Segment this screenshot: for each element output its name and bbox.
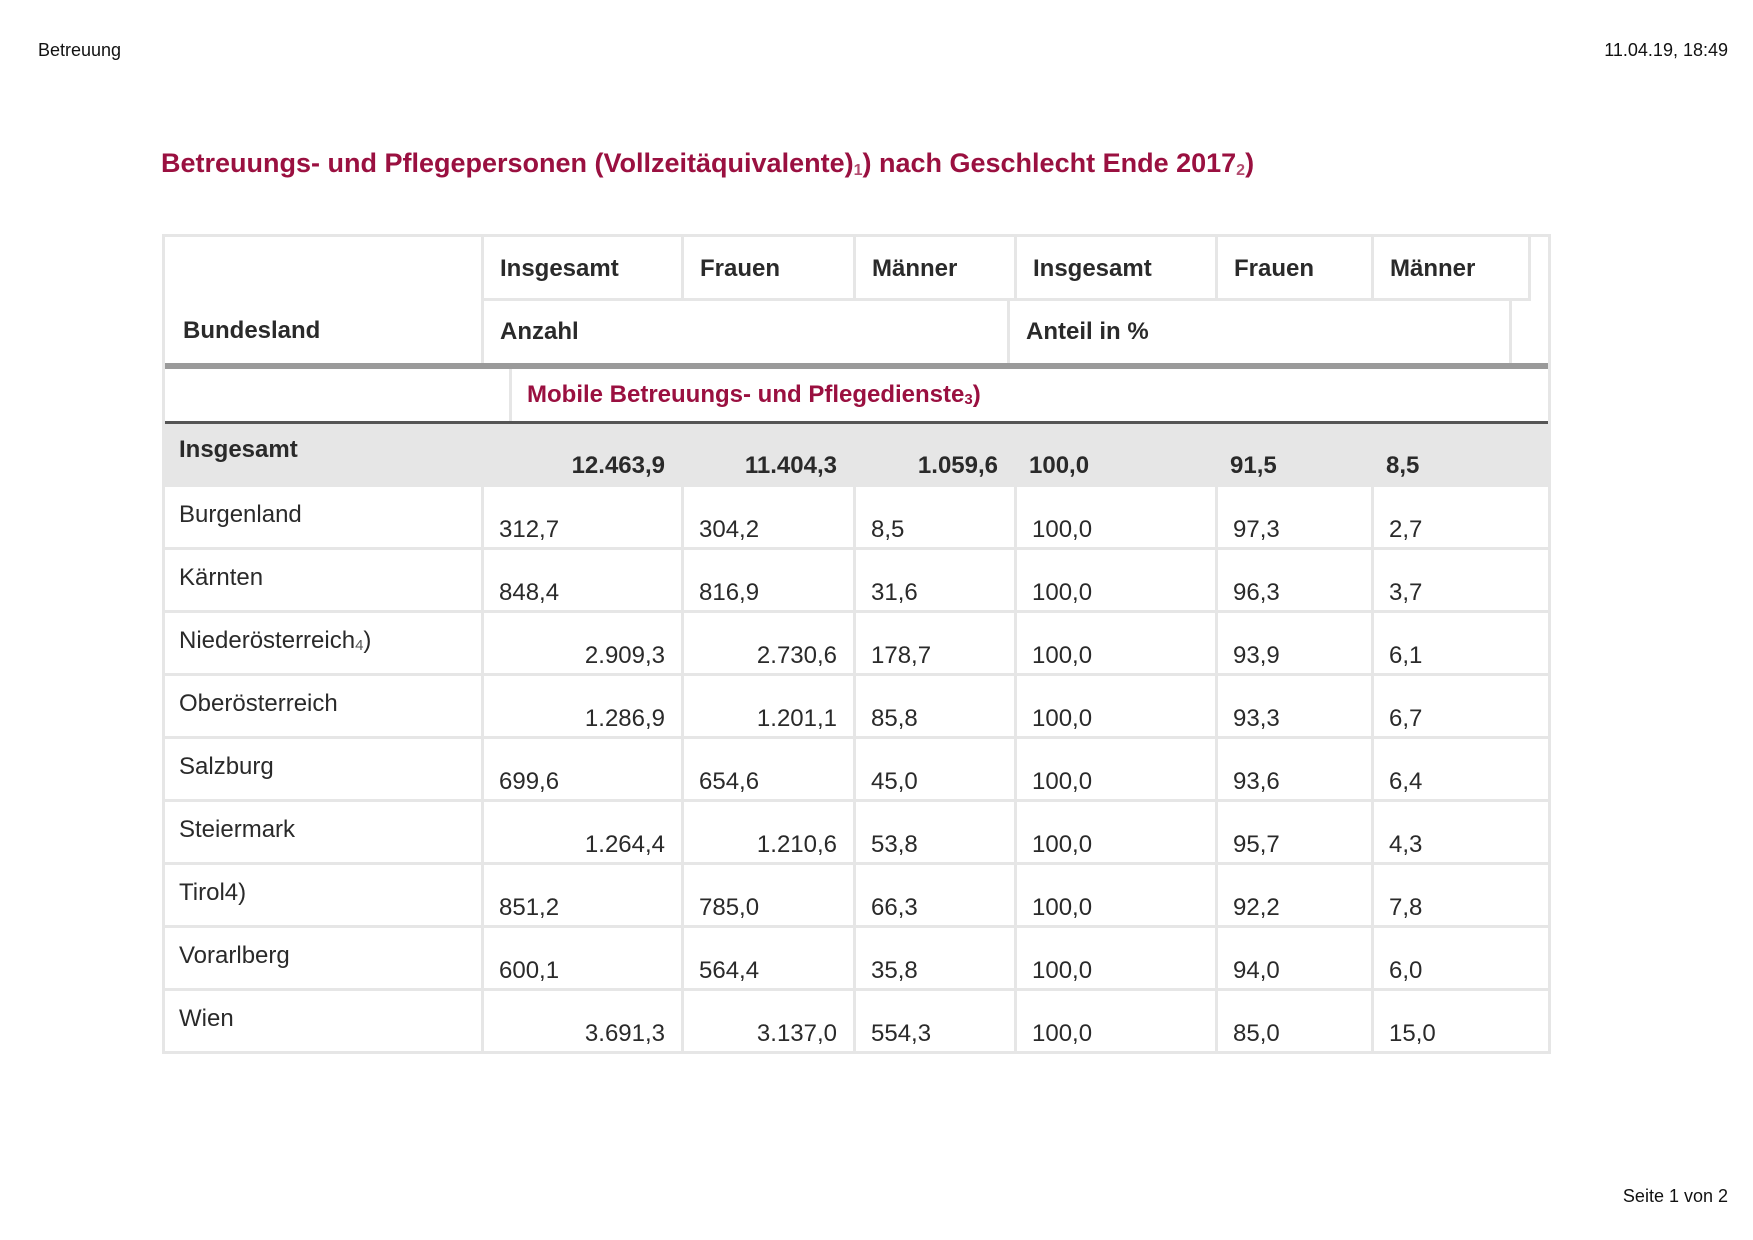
cell-maenner-anteil: 6,4 (1371, 739, 1531, 799)
row-footnote[interactable]: 4 (355, 637, 364, 654)
cell-maenner-anzahl: 85,8 (853, 676, 1014, 736)
cell-maenner-anzahl: 45,0 (853, 739, 1014, 799)
row-name (165, 613, 485, 673)
cell-insgesamt-anteil: 100,0 (1014, 739, 1215, 799)
header-group-anteil: Anteil in % (1007, 301, 1512, 363)
cell-frauen-anteil: 97,3 (1215, 487, 1371, 547)
cell-maenner-anteil: 2,7 (1371, 487, 1531, 547)
page-header-timestamp: 11.04.19, 18:49 (1604, 40, 1728, 60)
table-title (161, 148, 1254, 180)
cell-insgesamt-anzahl: 312,7 (481, 487, 681, 547)
cell-maenner-anzahl: 53,8 (853, 802, 1014, 862)
cell-frauen-anzahl: 1.201,1 (681, 676, 853, 736)
cell-insgesamt-anteil: 100,0 (1014, 550, 1215, 610)
header-col-maenner-anteil: Männer (1371, 237, 1531, 301)
cell-insgesamt-anzahl: 12.463,9 (571, 452, 665, 479)
cell-insgesamt-anzahl: 851,2 (481, 865, 681, 925)
cell-maenner-anteil: 8,5 (1386, 452, 1420, 479)
cell-frauen-anzahl: 654,6 (681, 739, 853, 799)
cell-maenner-anteil: 4,3 (1371, 802, 1531, 862)
cell-insgesamt-anzahl: 1.286,9 (481, 676, 681, 736)
row-name: Tirol4) (179, 879, 247, 906)
cell-maenner-anteil: 15,0 (1371, 991, 1531, 1051)
table-row (165, 613, 1548, 676)
cell-frauen-anzahl: 1.210,6 (681, 802, 853, 862)
header-col-frauen-anteil: Frauen (1215, 237, 1371, 301)
cell-maenner-anzahl: 35,8 (853, 928, 1014, 988)
cell-frauen-anteil: 91,5 (1230, 452, 1277, 479)
row-name: Oberösterreich (179, 690, 338, 717)
section-label-end: ) (972, 381, 981, 408)
cell-frauen-anzahl: 816,9 (681, 550, 853, 610)
table-row (165, 676, 1548, 739)
cell-frauen-anteil: 94,0 (1215, 928, 1371, 988)
section-label-text: Mobile Betreuungs- und Pflegedienste (527, 381, 965, 408)
cell-insgesamt-anteil: 100,0 (1014, 991, 1215, 1051)
table-row (165, 550, 1548, 613)
cell-frauen-anzahl: 785,0 (681, 865, 853, 925)
header-bundesland: Bundesland (183, 317, 321, 344)
table-row (165, 487, 1548, 550)
cell-frauen-anzahl: 11.404,3 (744, 452, 837, 479)
section-footnote[interactable]: 3 (964, 391, 973, 408)
cell-insgesamt-anzahl: 1.264,4 (481, 802, 681, 862)
cell-frauen-anzahl: 564,4 (681, 928, 853, 988)
cell-maenner-anzahl: 1.059,6 (917, 452, 998, 479)
cell-insgesamt-anzahl: 848,4 (481, 550, 681, 610)
cell-frauen-anteil: 93,9 (1215, 613, 1371, 673)
cell-frauen-anzahl: 2.730,6 (681, 613, 853, 673)
cell-insgesamt-anzahl: 3.691,3 (481, 991, 681, 1051)
row-name-end: ) (363, 627, 372, 654)
cell-insgesamt-anzahl: 2.909,3 (481, 613, 681, 673)
table-row (165, 928, 1548, 991)
table-row (165, 802, 1548, 865)
table-row (165, 739, 1548, 802)
section-row (165, 369, 1548, 424)
cell-maenner-anteil: 3,7 (1371, 550, 1531, 610)
cell-frauen-anteil: 96,3 (1215, 550, 1371, 610)
cell-frauen-anteil: 85,0 (1215, 991, 1371, 1051)
page-header-title: Betreuung (38, 40, 122, 60)
cell-maenner-anteil: 7,8 (1371, 865, 1531, 925)
row-name: Insgesamt (179, 436, 298, 463)
cell-maenner-anzahl: 31,6 (853, 550, 1014, 610)
cell-maenner-anteil: 6,1 (1371, 613, 1531, 673)
row-name-text: Niederösterreich (179, 627, 356, 654)
section-label (527, 381, 981, 409)
table-header (165, 234, 1548, 363)
cell-insgesamt-anzahl: 699,6 (481, 739, 681, 799)
row-name: Kärnten (179, 564, 264, 591)
cell-insgesamt-anzahl: 600,1 (481, 928, 681, 988)
cell-insgesamt-anteil: 100,0 (1014, 865, 1215, 925)
header-col-frauen-anzahl: Frauen (681, 237, 853, 301)
data-table (162, 234, 1551, 1054)
header-col-maenner-anzahl: Männer (853, 237, 1014, 301)
row-name: Salzburg (179, 753, 274, 780)
cell-maenner-anzahl: 8,5 (853, 487, 1014, 547)
cell-insgesamt-anteil: 100,0 (1029, 452, 1090, 479)
title-footnote-1[interactable]: 1 (853, 162, 863, 179)
row-name: Wien (179, 1005, 234, 1032)
cell-maenner-anzahl: 554,3 (853, 991, 1014, 1051)
cell-frauen-anteil: 95,7 (1215, 802, 1371, 862)
cell-maenner-anteil: 6,0 (1371, 928, 1531, 988)
cell-maenner-anzahl: 66,3 (853, 865, 1014, 925)
cell-frauen-anteil: 93,6 (1215, 739, 1371, 799)
table-row (165, 991, 1548, 1054)
cell-insgesamt-anteil: 100,0 (1014, 487, 1215, 547)
title-footnote-2[interactable]: 2 (1236, 162, 1246, 179)
row-name: Vorarlberg (179, 942, 290, 969)
cell-maenner-anteil: 6,7 (1371, 676, 1531, 736)
table-row-total (165, 424, 1548, 487)
title-main: Betreuungs- und Pflegepersonen (Vollzeitäquivalente) (161, 148, 854, 178)
cell-frauen-anteil: 92,2 (1215, 865, 1371, 925)
table-row (165, 865, 1548, 928)
cell-insgesamt-anteil: 100,0 (1014, 928, 1215, 988)
page-number: Seite 1 von 2 (1622, 1186, 1728, 1206)
header-col-insgesamt-anzahl: Insgesamt (481, 237, 681, 301)
title-end: ) (1245, 148, 1255, 178)
cell-maenner-anzahl: 178,7 (853, 613, 1014, 673)
cell-insgesamt-anteil: 100,0 (1014, 676, 1215, 736)
header-group-anzahl: Anzahl (481, 301, 1007, 363)
header-col-insgesamt-anteil: Insgesamt (1014, 237, 1215, 301)
cell-frauen-anteil: 93,3 (1215, 676, 1371, 736)
row-name: Steiermark (179, 816, 296, 843)
cell-frauen-anzahl: 304,2 (681, 487, 853, 547)
cell-frauen-anzahl: 3.137,0 (681, 991, 853, 1051)
section-stub (509, 369, 512, 421)
title-middle: ) nach Geschlecht Ende 2017 (862, 148, 1237, 178)
row-name: Burgenland (179, 501, 302, 528)
cell-insgesamt-anteil: 100,0 (1014, 613, 1215, 673)
cell-insgesamt-anteil: 100,0 (1014, 802, 1215, 862)
